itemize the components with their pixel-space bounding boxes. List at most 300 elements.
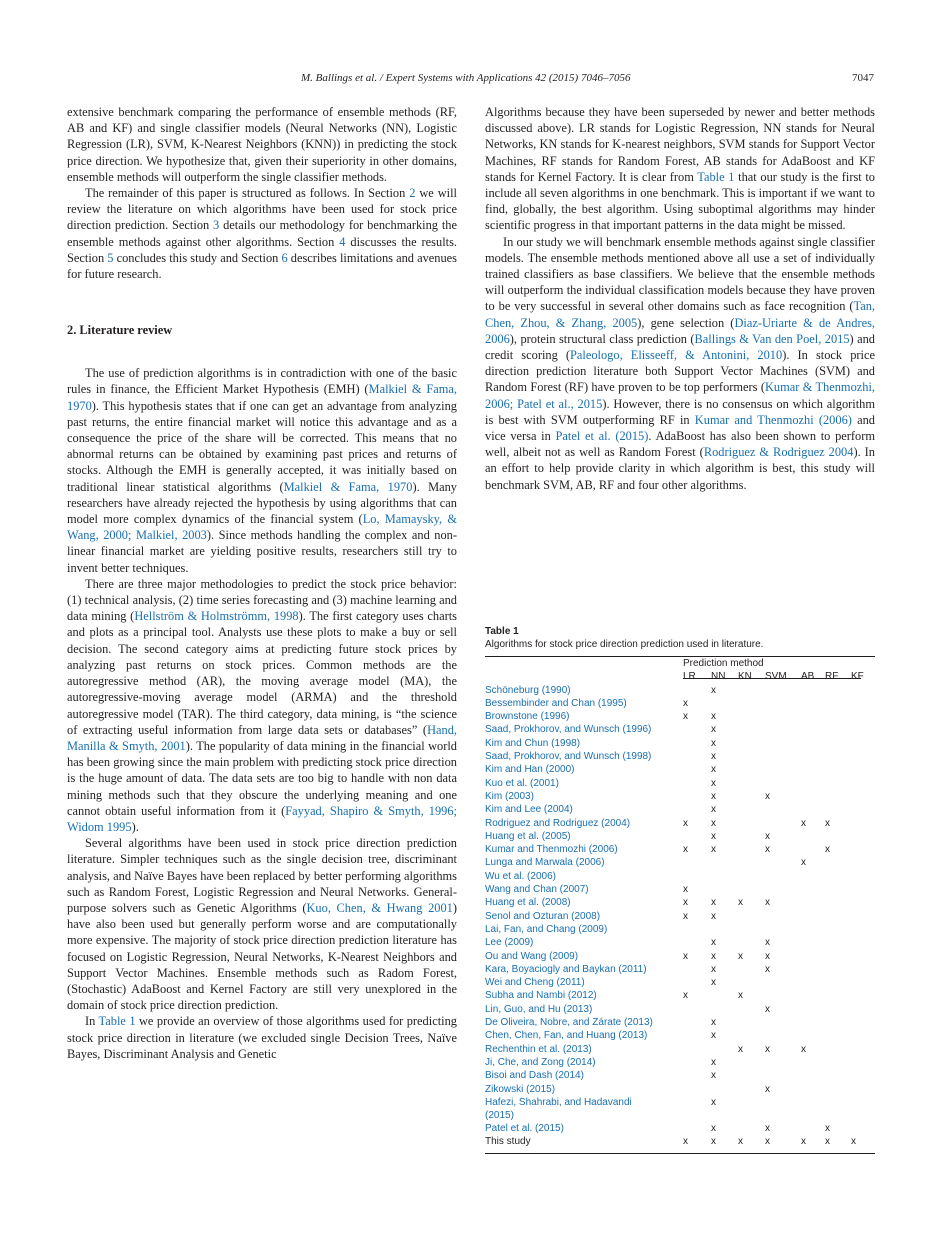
mark-cell-nn <box>711 870 738 883</box>
mark-cell-ab <box>801 777 825 790</box>
mark-cell-kf <box>851 856 875 869</box>
group-header-rule <box>683 678 861 679</box>
mark-cell-kn <box>738 1016 765 1029</box>
mark-cell-lr <box>683 723 711 736</box>
mark-cell-svm: x <box>765 937 770 949</box>
mark-cell-kf <box>851 750 875 763</box>
mark-cell-nn <box>711 989 738 1002</box>
mark-cell-ab: x <box>801 857 806 869</box>
mark-cell-nn: x <box>711 790 716 802</box>
table-link[interactable]: Table 1 <box>98 1014 136 1029</box>
mark-cell-svm <box>765 856 801 869</box>
table-row <box>485 870 875 883</box>
mark-cell-nn: x <box>711 737 716 749</box>
mark-cell-nn <box>711 697 738 710</box>
mark-cell-kf <box>851 723 875 736</box>
mark-cell-nn: x <box>711 937 716 949</box>
table-row <box>485 1043 875 1056</box>
table-row <box>485 989 875 1002</box>
column-header-svm: SVM <box>765 671 787 683</box>
mark-cell-kf <box>851 976 875 989</box>
table-row <box>485 830 875 843</box>
citation-link[interactable]: Lo, Mamaysky, & Wang, 2000; Malkiel, 2003 <box>67 512 457 543</box>
mark-cell-ab <box>801 697 825 710</box>
mark-cell-rf <box>825 1083 851 1096</box>
reference-cell[interactable]: Schöneburg (1990) <box>485 684 571 696</box>
mark-cell-lr <box>683 803 711 816</box>
mark-cell-svm <box>765 777 801 790</box>
mark-cell-svm <box>765 1016 801 1029</box>
mark-cell-kf <box>851 790 875 803</box>
mark-cell-lr: x <box>683 950 688 962</box>
mark-cell-ab <box>801 870 825 883</box>
mark-cell-svm <box>765 923 801 936</box>
mark-cell-lr <box>683 763 711 776</box>
mark-cell-lr: x <box>683 817 688 829</box>
mark-cell-nn <box>711 923 738 936</box>
reference-cell[interactable]: Wei and Cheng (2011) <box>485 977 585 989</box>
mark-cell-nn: x <box>711 897 716 909</box>
mark-cell-ab: x <box>801 1136 806 1148</box>
table-row <box>485 763 875 776</box>
mark-cell-nn: x <box>711 910 716 922</box>
table-row <box>485 950 875 963</box>
mark-cell-kf <box>851 989 875 1002</box>
mark-cell-svm <box>765 684 801 697</box>
table-row <box>485 856 875 869</box>
reference-cell[interactable]: Kumar and Thenmozhi (2006) <box>485 844 618 856</box>
mark-cell-nn: x <box>711 751 716 763</box>
mark-cell-kn <box>738 723 765 736</box>
mark-cell-rf <box>825 1056 851 1069</box>
reference-cell[interactable]: Huang et al. (2005) <box>485 830 571 842</box>
mark-cell-lr <box>683 684 711 697</box>
mark-cell-svm <box>765 883 801 896</box>
reference-cell[interactable]: Kim and Lee (2004) <box>485 804 573 816</box>
mark-cell-kn <box>738 870 765 883</box>
mark-cell-nn: x <box>711 817 716 829</box>
mark-cell-svm <box>765 737 801 750</box>
mark-cell-kn <box>738 790 765 803</box>
mark-cell-ab <box>801 1029 825 1042</box>
mark-cell-kf <box>851 843 875 856</box>
reference-cell[interactable]: Subha and Nambi (2012) <box>485 990 597 1002</box>
mark-cell-rf: x <box>825 1136 830 1148</box>
reference-cell[interactable]: Wang and Chan (2007) <box>485 884 589 896</box>
mark-cell-ab <box>801 1096 825 1122</box>
mark-cell-kn <box>738 1083 765 1096</box>
mark-cell-rf <box>825 910 851 923</box>
mark-cell-svm: x <box>765 950 770 962</box>
mark-cell-nn: x <box>711 711 716 723</box>
mark-cell-rf <box>825 1003 851 1016</box>
mark-cell-kf <box>851 1016 875 1029</box>
mark-cell-kn <box>738 803 765 816</box>
mark-cell-kn <box>738 1003 765 1016</box>
mark-cell-ab <box>801 843 825 856</box>
mark-cell-kf <box>851 803 875 816</box>
table-row <box>485 976 875 989</box>
mark-cell-lr <box>683 870 711 883</box>
mark-cell-kf <box>851 883 875 896</box>
running-title: M. Ballings et al. / Expert Systems with Applications 42 (2015) 7046–7056 <box>301 72 631 84</box>
column-header-kn: KN <box>738 671 752 683</box>
column-header-kf: KF <box>851 671 864 683</box>
mark-cell-kn <box>738 1096 765 1122</box>
body-paragraph: Algorithms because they have been superseded by newer and better methods discussed above). LR stands for Logistic Regression, NN stands for Neural Networks, KN stands for K-nearest neighbors, SVM stands for Support Vector Machines, RF stands for Random Forest, AB stands for AdaBoost and KF stands for Kernel Factory. It is clear from Table 1 that our study is the first to include all seven algorithms in one benchmark. This is important if we want to find, globally, the best algorithm. Using suboptimal algorithms may hinder scientific progress in that important patterns in the data might be missed. <box>485 105 876 233</box>
mark-cell-ab <box>801 989 825 1002</box>
mark-cell-kf <box>851 963 875 976</box>
reference-cell[interactable]: De Oliveira, Nobre, and Zárate (2013) <box>485 1017 653 1029</box>
citation-link[interactable]: Malkiel & Fama, 1970 <box>67 382 457 413</box>
mark-cell-nn: x <box>711 684 716 696</box>
mark-cell-lr <box>683 976 711 989</box>
citation-link[interactable]: Kumar & Thenmozhi, 2006; Patel et al., 2015 <box>485 380 875 411</box>
mark-cell-lr: x <box>683 697 688 709</box>
table-link[interactable]: Table 1 <box>697 169 735 184</box>
mark-cell-svm <box>765 697 801 710</box>
mark-cell-kn <box>738 923 765 936</box>
mark-cell-ab <box>801 963 825 976</box>
mark-cell-rf <box>825 989 851 1002</box>
table-row <box>485 1029 875 1042</box>
reference-cell[interactable]: Chen, Chen, Fan, and Huang (2013) <box>485 1030 648 1042</box>
mark-cell-svm <box>765 1029 801 1042</box>
group-header: Prediction method <box>683 658 764 669</box>
mark-cell-ab <box>801 710 825 723</box>
mark-cell-kf <box>851 710 875 723</box>
mark-cell-nn: x <box>711 1056 716 1068</box>
mark-cell-rf <box>825 1043 851 1056</box>
reference-cell[interactable]: Saad, Prokhorov, and Wunsch (1998) <box>485 751 652 763</box>
section-link[interactable]: 4 <box>339 234 346 249</box>
mark-cell-svm <box>765 763 801 776</box>
mark-cell-kn <box>738 1069 765 1082</box>
citation-link[interactable]: Malkiel & Fama, 1970 <box>283 479 413 494</box>
mark-cell-svm: x <box>765 1083 770 1095</box>
mark-cell-rf <box>825 777 851 790</box>
mark-cell-svm: x <box>765 963 770 975</box>
reference-cell[interactable]: Brownstone (1996) <box>485 711 570 723</box>
mark-cell-kf <box>851 1083 875 1096</box>
reference-cell[interactable]: Saad, Prokhorov, and Wunsch (1996) <box>485 724 652 736</box>
mark-cell-kn <box>738 737 765 750</box>
mark-cell-svm <box>765 976 801 989</box>
body-paragraph: There are three major methodologies to predict the stock price behavior: (1) technical analysis, (2) time series forecasting and (3) machine learning and data mining (Hellström & Holmströmm, 1998). The first category uses charts and plots as a principal tool. Analysts use these plots to make a buy or sell decision. The second category aims at predicting future stock prices by analyzing past returns on stock prices. Common methods are the autoregressive method (AR), the moving average model (MA), the autoregressive-moving average model (ARMA) and the threshold autoregressive model (TAR). The third category, data mining, is “the science of extracting useful information from large data sets or databases” (Hand, Manilla & Smyth, 2001). The popularity of data mining in the financial world has been growing since the main problem with predicting stock price direction is the huge amount of data. The data sets are too big to handle with non data mining methods such that they obscure the underlying meaning and one cannot obtain useful information from it (Fayyad, Shapiro & Smyth, 1996; Widom 1995). <box>67 576 457 834</box>
reference-cell[interactable]: Rechenthin et al. (2013) <box>485 1043 592 1055</box>
mark-cell-svm: x <box>765 830 770 842</box>
mark-cell-svm <box>765 989 801 1002</box>
mark-cell-kn <box>738 710 765 723</box>
mark-cell-rf <box>825 883 851 896</box>
column-header-rf: RF <box>825 671 839 683</box>
table-caption: Algorithms for stock price direction prediction used in literature. <box>485 639 764 650</box>
reference-cell[interactable]: Senol and Ozturan (2008) <box>485 910 601 922</box>
mark-cell-rf <box>825 936 851 949</box>
table-row <box>485 896 875 909</box>
table-row <box>485 1083 875 1096</box>
mark-cell-lr <box>683 1056 711 1069</box>
mark-cell-lr <box>683 777 711 790</box>
mark-cell-nn: x <box>711 977 716 989</box>
mark-cell-rf <box>825 710 851 723</box>
citation-link[interactable]: Kuo, Chen, & Hwang 2001 <box>306 900 453 915</box>
mark-cell-kf <box>851 896 875 909</box>
mark-cell-nn: x <box>711 1136 716 1148</box>
mark-cell-rf <box>825 923 851 936</box>
mark-cell-rf <box>825 1016 851 1029</box>
citation-link[interactable]: Ballings & Van den Poel, 2015 <box>694 331 850 346</box>
body-paragraph: The use of prediction algorithms is in contradiction with one of the basic rules in finance, the Efficient Market Hypothesis (EMH) (Malkiel & Fama, 1970). This hypothesis states that if one can get an advantage from analyzing past returns, the entire financial market will notice this advantage and as a consequence the price of the share will be corrected. This means that no abnormal returns can be obtained by examining past prices and returns of stocks. Although the EMH is generally accepted, it was initially based on traditional linear statistical algorithms (Malkiel & Fama, 1970). Many researchers have already rejected the hypothesis by using algorithms that can model more complex dynamics of the financial system (Lo, Mamaysky, & Wang, 2000; Malkiel, 2003). Since methods handling the complex and non-linear financial market are yielding positive results, researchers still try to invent better techniques. <box>67 366 458 575</box>
citation-link[interactable]: Rodriguez & Rodriguez 2004 <box>703 445 854 460</box>
section-link[interactable]: 6 <box>281 250 288 265</box>
mark-cell-kf <box>851 1029 875 1042</box>
mark-cell-nn <box>711 1083 738 1096</box>
mark-cell-kn <box>738 750 765 763</box>
body-paragraph: In Table 1 we provide an overview of those algorithms used for predicting stock price direction in literature (we excluded single Decision Trees, Naïve Bayes, Discriminant Analysis and Genetic <box>67 1014 457 1061</box>
mark-cell-kf <box>851 923 875 936</box>
mark-cell-lr <box>683 1069 711 1082</box>
mark-cell-ab <box>801 883 825 896</box>
column-header-ab: AB <box>801 671 815 683</box>
mark-cell-rf <box>825 950 851 963</box>
mark-cell-ab <box>801 936 825 949</box>
mark-cell-ab <box>801 896 825 909</box>
mark-cell-kf <box>851 830 875 843</box>
mark-cell-rf <box>825 896 851 909</box>
mark-cell-ab: x <box>801 1043 806 1055</box>
table-row <box>485 1096 875 1122</box>
mark-cell-kn <box>738 1029 765 1042</box>
mark-cell-lr <box>683 790 711 803</box>
page-number: 7047 <box>852 72 874 84</box>
mark-cell-rf <box>825 763 851 776</box>
reference-cell[interactable]: Hafezi, Shahrabi, and Hadavandi (2015) <box>485 1096 632 1121</box>
mark-cell-kf <box>851 1003 875 1016</box>
section-link[interactable]: 5 <box>107 250 114 265</box>
mark-cell-lr <box>683 830 711 843</box>
mark-cell-svm <box>765 1069 801 1082</box>
mark-cell-ab <box>801 1003 825 1016</box>
citation-link[interactable]: Diaz-Uriarte & de Andres, 2006 <box>485 315 875 346</box>
mark-cell-kf: x <box>851 1136 856 1148</box>
mark-cell-ab <box>801 763 825 776</box>
mark-cell-rf <box>825 803 851 816</box>
citation-link[interactable]: Tan, Chen, Zhou, & Zhang, 2005 <box>485 299 875 330</box>
mark-cell-nn: x <box>711 1070 716 1082</box>
reference-cell[interactable]: Kara, Boyaciogly and Baykan (2011) <box>485 963 647 975</box>
column-header-lr: LR <box>683 671 696 683</box>
reference-cell[interactable]: Kim and Chun (1998) <box>485 737 581 749</box>
table-row <box>485 1069 875 1082</box>
mark-cell-lr: x <box>683 884 688 896</box>
mark-cell-kn <box>738 910 765 923</box>
mark-cell-ab <box>801 750 825 763</box>
reference-cell[interactable]: Kuo et al. (2001) <box>485 777 559 789</box>
table-row <box>485 1135 875 1151</box>
mark-cell-nn: x <box>711 804 716 816</box>
right-column <box>485 104 875 493</box>
mark-cell-ab <box>801 1083 825 1096</box>
mark-cell-nn: x <box>711 764 716 776</box>
mark-cell-kn: x <box>738 897 743 909</box>
reference-cell[interactable]: Kim and Han (2000) <box>485 764 575 776</box>
citation-link[interactable]: Hand, Manilla & Smyth, 2001 <box>67 722 457 753</box>
mark-cell-nn: x <box>711 950 716 962</box>
mark-cell-lr <box>683 1083 711 1096</box>
mark-cell-lr <box>683 750 711 763</box>
mark-cell-nn: x <box>711 844 716 856</box>
mark-cell-nn: x <box>711 963 716 975</box>
mark-cell-nn: x <box>711 1030 716 1042</box>
table-row <box>485 697 875 710</box>
reference-cell[interactable]: Lee (2009) <box>485 937 534 949</box>
table-row <box>485 923 875 936</box>
reference-cell[interactable]: Huang et al. (2008) <box>485 897 571 909</box>
mark-cell-rf <box>825 750 851 763</box>
section-link[interactable]: 3 <box>213 218 220 233</box>
mark-cell-ab <box>801 1122 825 1135</box>
mark-cell-svm <box>765 1096 801 1122</box>
reference-cell[interactable]: Lunga and Marwala (2006) <box>485 857 605 869</box>
reference-cell[interactable]: Ou and Wang (2009) <box>485 950 579 962</box>
mark-cell-rf <box>825 963 851 976</box>
table-row <box>485 963 875 976</box>
citation-link[interactable]: Fayyad, Shapiro & Smyth, 1996; Widom 1995 <box>67 803 457 834</box>
mark-cell-kn <box>738 883 765 896</box>
mark-cell-nn: x <box>711 1122 716 1134</box>
table-row <box>485 803 875 816</box>
citation-link[interactable]: Hellström & Holmströmm, 1998 <box>134 609 299 624</box>
mark-cell-ab <box>801 923 825 936</box>
section-link[interactable]: 2 <box>409 186 416 201</box>
mark-cell-lr <box>683 737 711 750</box>
mark-cell-svm: x <box>765 1043 770 1055</box>
table-row <box>485 910 875 923</box>
mark-cell-nn: x <box>711 777 716 789</box>
table-row <box>485 777 875 790</box>
mark-cell-kn <box>738 936 765 949</box>
mark-cell-nn <box>711 883 738 896</box>
mark-cell-svm <box>765 750 801 763</box>
mark-cell-rf <box>825 1069 851 1082</box>
mark-cell-rf <box>825 856 851 869</box>
reference-cell[interactable]: Kim (2003) <box>485 790 534 802</box>
mark-cell-ab: x <box>801 817 806 829</box>
column-header-nn: NN <box>711 671 726 683</box>
mark-cell-kn <box>738 976 765 989</box>
body-paragraph: In our study we will benchmark ensemble methods against single classifier models. The ensemble methods mentioned above all use a set of individually trained classifiers as base classifiers. We believe that the ensemble methods will outperform the individual classification models because they have proven to be very successful in several other domains such as face recognition (Tan, Chen, Zhou, & Zhang, 2005), gene selection (Diaz-Uriarte & de Andres, 2006), protein structural class prediction (Ballings & Van den Poel, 2015) and credit scoring (Paleologo, Elisseeff, & Antonini, 2010). In stock price direction prediction literature both Support Vector Machines (SVM) and Random Forest (RF) have proven to be top performers (Kumar & Thenmozhi, 2006; Patel et al., 2015). However, there is no consensus on which algorithm is best with SVM outperforming RF in Kumar and Thenmozhi (2006) and vice versa in Patel et al. (2015). AdaBoost has also been shown to perform well, albeit not as well as Random Forest (Rodriguez & Rodriguez 2004). In an effort to help provide clarity in which algorithm is best, this study will benchmark SVM, AB, RF and four other algorithms. <box>485 234 875 492</box>
mark-cell-rf <box>825 723 851 736</box>
mark-cell-nn <box>711 1043 738 1056</box>
mark-cell-svm <box>765 870 801 883</box>
mark-cell-kn: x <box>738 950 743 962</box>
mark-cell-rf <box>825 1029 851 1042</box>
mark-cell-kn <box>738 817 765 830</box>
mark-cell-lr <box>683 1016 711 1029</box>
table-row <box>485 936 875 949</box>
mark-cell-lr <box>683 1122 711 1135</box>
mark-cell-svm <box>765 710 801 723</box>
mark-cell-svm: x <box>765 1003 770 1015</box>
reference-cell[interactable]: Bessembinder and Chan (1995) <box>485 697 627 709</box>
reference-cell[interactable]: Lai, Fan, and Chang (2009) <box>485 923 608 935</box>
mark-cell-lr: x <box>683 1136 688 1148</box>
mark-cell-lr <box>683 1043 711 1056</box>
mark-cell-kn: x <box>738 1043 743 1055</box>
mark-cell-lr <box>683 1029 711 1042</box>
mark-cell-svm: x <box>765 844 770 856</box>
reference-cell[interactable]: Wu et al. (2006) <box>485 870 556 882</box>
mark-cell-rf <box>825 790 851 803</box>
mark-cell-kn: x <box>738 1136 743 1148</box>
mark-cell-kn <box>738 697 765 710</box>
mark-cell-rf <box>825 684 851 697</box>
mark-cell-kf <box>851 870 875 883</box>
mark-cell-rf <box>825 697 851 710</box>
mark-cell-ab <box>801 1056 825 1069</box>
table-row <box>485 710 875 723</box>
mark-cell-nn: x <box>711 1096 716 1108</box>
mark-cell-ab <box>801 803 825 816</box>
mark-cell-kf <box>851 1043 875 1056</box>
mark-cell-lr <box>683 936 711 949</box>
mark-cell-lr <box>683 923 711 936</box>
mark-cell-nn <box>711 856 738 869</box>
citation-link[interactable]: Patel et al. (2015) <box>555 429 649 444</box>
section-heading: 2. Literature review <box>67 323 173 338</box>
table-row <box>485 1056 875 1069</box>
mark-cell-svm: x <box>765 790 770 802</box>
table-row <box>485 1016 875 1029</box>
reference-cell[interactable]: Rodriguez and Rodriguez (2004) <box>485 817 631 829</box>
mark-cell-lr: x <box>683 910 688 922</box>
mark-cell-kn <box>738 856 765 869</box>
table-bottom-rule <box>485 1153 875 1154</box>
mark-cell-kf <box>851 936 875 949</box>
mark-cell-nn: x <box>711 1017 716 1029</box>
mark-cell-kf <box>851 817 875 830</box>
reference-cell[interactable]: Zikowski (2015) <box>485 1083 556 1095</box>
table-row <box>485 843 875 856</box>
mark-cell-lr <box>683 1096 711 1122</box>
mark-cell-kn <box>738 684 765 697</box>
mark-cell-kf <box>851 1096 875 1122</box>
mark-cell-ab <box>801 1069 825 1082</box>
citation-link[interactable]: Kumar and Thenmozhi (2006) <box>694 412 852 427</box>
mark-cell-svm: x <box>765 1136 770 1148</box>
mark-cell-svm <box>765 1056 801 1069</box>
mark-cell-lr: x <box>683 897 688 909</box>
mark-cell-lr <box>683 963 711 976</box>
mark-cell-svm <box>765 803 801 816</box>
left-column <box>67 104 457 1062</box>
mark-cell-rf <box>825 870 851 883</box>
reference-cell[interactable]: Lin, Guo, and Hu (2013) <box>485 1003 593 1015</box>
table-row <box>485 1122 875 1135</box>
mark-cell-ab <box>801 830 825 843</box>
citation-link[interactable]: Paleologo, Elisseeff, & Antonini, 2010 <box>570 348 783 363</box>
table-row <box>485 684 875 697</box>
column-header-row <box>485 670 875 683</box>
table-label: Table 1 <box>485 626 519 637</box>
table-row <box>485 790 875 803</box>
reference-cell[interactable]: Bisoi and Dash (2014) <box>485 1070 584 1082</box>
reference-cell[interactable]: Patel et al. (2015) <box>485 1122 564 1134</box>
mark-cell-nn: x <box>711 724 716 736</box>
mark-cell-rf <box>825 1096 851 1122</box>
reference-cell[interactable]: Ji, Che, and Zong (2014) <box>485 1056 596 1068</box>
